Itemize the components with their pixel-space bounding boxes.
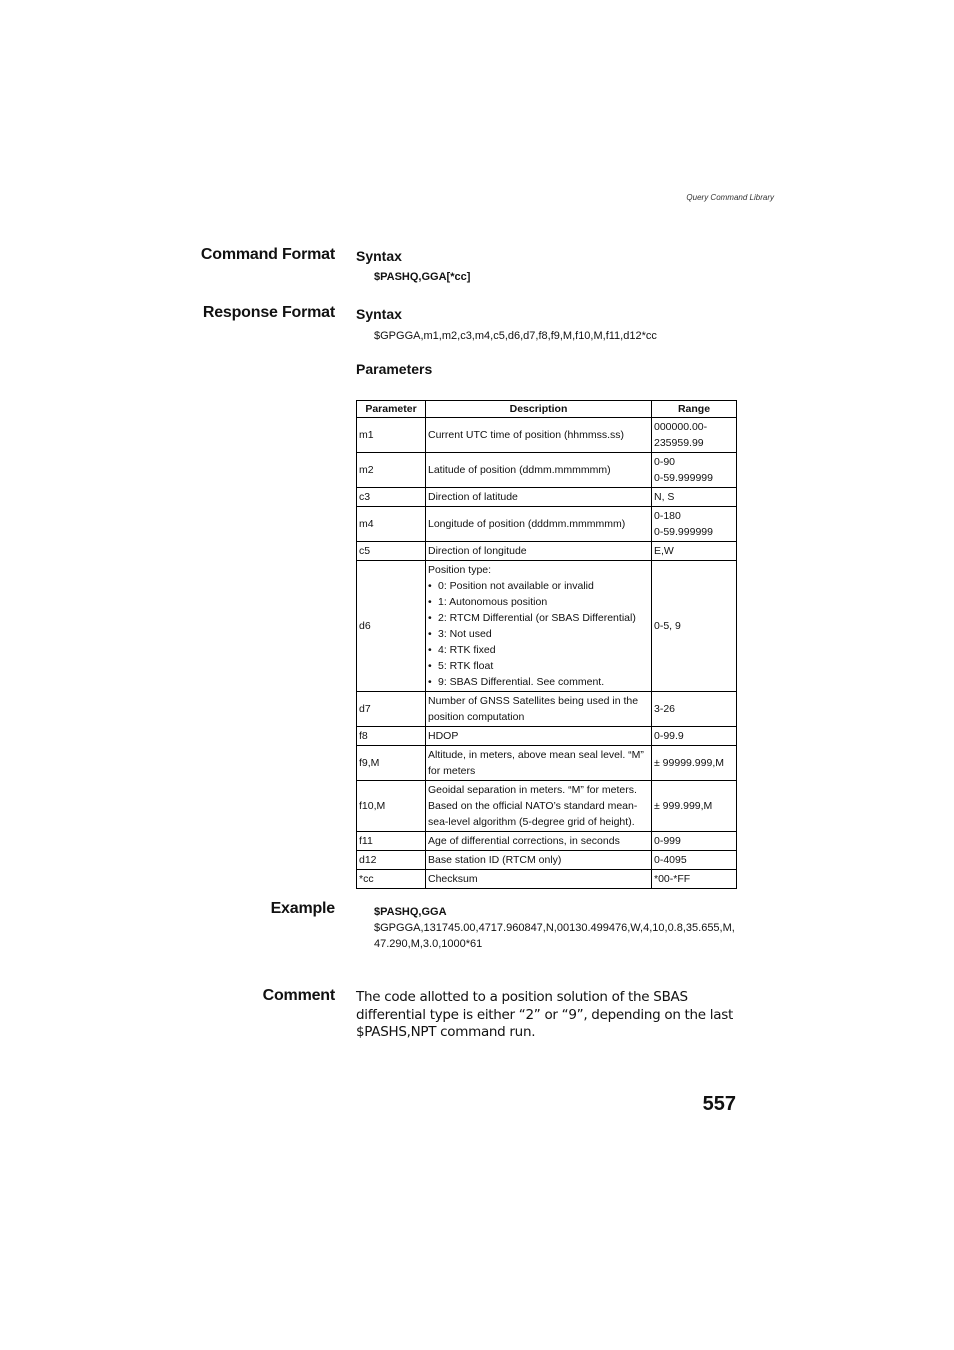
parameters-label: Parameters	[356, 361, 433, 377]
param-cell: c3	[357, 488, 426, 507]
param-cell: d7	[357, 692, 426, 727]
list-item: • 0: Position not available or invalid	[428, 578, 649, 594]
command-syntax-label: Syntax	[356, 248, 402, 264]
range-cell: 3-26	[652, 692, 737, 727]
desc-cell: Current UTC time of position (hhmmss.ss)	[426, 418, 652, 453]
table-header-row	[357, 401, 737, 418]
list-item: • 5: RTK float	[428, 658, 649, 674]
table-row	[357, 561, 737, 692]
response-format-heading: Response Format	[202, 304, 335, 321]
running-header: Query Command Library	[686, 193, 774, 202]
table-row	[357, 832, 737, 851]
table-row	[357, 488, 737, 507]
table-row	[357, 418, 737, 453]
range-cell: E,W	[652, 542, 737, 561]
param-cell: f9,M	[357, 746, 426, 781]
desc-cell: Altitude, in meters, above mean seal level. “M” for meters	[426, 746, 652, 781]
range-cell	[652, 453, 737, 488]
param-cell: f8	[357, 727, 426, 746]
example-response-line: 47.290,M,3.0,1000*61	[374, 938, 483, 950]
range-cell: N, S	[652, 488, 737, 507]
range-cell	[652, 507, 737, 542]
list-item: • 1: Autonomous position	[428, 594, 649, 610]
table-row	[357, 542, 737, 561]
desc-cell: Longitude of position (dddmm.mmmmmm)	[426, 507, 652, 542]
range-cell: ± 999.999,M	[652, 781, 737, 832]
table-row	[357, 453, 737, 488]
desc-cell: Base station ID (RTCM only)	[426, 851, 652, 870]
param-cell: f11	[357, 832, 426, 851]
param-cell: m4	[357, 507, 426, 542]
column-header-range: Range	[652, 401, 737, 418]
range-cell: 0-4095	[652, 851, 737, 870]
range-line: 0-180	[654, 510, 681, 522]
param-cell: c5	[357, 542, 426, 561]
range-cell: 0-99.9	[652, 727, 737, 746]
param-cell: d12	[357, 851, 426, 870]
table-row	[357, 781, 737, 832]
desc-cell: Direction of longitude	[426, 542, 652, 561]
position-type-list	[428, 578, 649, 690]
example-block	[374, 904, 734, 952]
range-line: 0-59.999999	[654, 526, 713, 538]
list-item: • 2: RTCM Differential (or SBAS Differential)	[428, 610, 649, 626]
list-item: • 9: SBAS Differential. See comment.	[428, 674, 649, 690]
range-cell: *00-*FF	[652, 870, 737, 889]
desc-cell: Number of GNSS Satellites being used in the position computation	[426, 692, 652, 727]
range-cell: ± 99999.999,M	[652, 746, 737, 781]
table-row	[357, 507, 737, 542]
response-syntax: $GPGGA,m1,m2,c3,m4,c5,d6,d7,f8,f9,M,f10,M,f11,d12*cc	[374, 330, 657, 342]
page-number: 557	[702, 1093, 736, 1115]
range-cell: 0-999	[652, 832, 737, 851]
list-item: • 3: Not used	[428, 626, 649, 642]
comment-heading: Comment	[262, 987, 335, 1004]
param-cell: m1	[357, 418, 426, 453]
parameters-table	[356, 400, 737, 889]
desc-cell: Latitude of position (ddmm.mmmmmm)	[426, 453, 652, 488]
example-command: $PASHQ,GGA	[374, 906, 447, 918]
list-item: • 4: RTK fixed	[428, 642, 649, 658]
example-heading: Example	[270, 900, 335, 917]
table-row	[357, 746, 737, 781]
param-cell: *cc	[357, 870, 426, 889]
desc-cell: Geoidal separation in meters. “M” for meters. Based on the official NATO’s standard mean-sea-level algorithm (5-degree grid of height).	[426, 781, 652, 832]
table-row	[357, 870, 737, 889]
param-cell: f10,M	[357, 781, 426, 832]
response-syntax-label: Syntax	[356, 306, 402, 322]
range-cell	[652, 418, 737, 453]
desc-cell	[426, 561, 652, 692]
desc-cell: Direction of latitude	[426, 488, 652, 507]
range-line: 0-90	[654, 456, 676, 468]
column-header-parameter: Parameter	[357, 401, 426, 418]
table-row	[357, 851, 737, 870]
table-row	[357, 692, 737, 727]
example-response-line: $GPGGA,131745.00,4717.960847,N,00130.499476,W,4,10,0.8,35.655,M,	[374, 922, 735, 934]
range-cell: 0-5, 9	[652, 561, 737, 692]
desc-cell: Age of differential corrections, in seconds	[426, 832, 652, 851]
table-row	[357, 727, 737, 746]
command-format-heading: Command Format	[200, 246, 335, 263]
comment-text: The code allotted to a position solution of the SBAS differential type is either “2” or “9”, depending on the last $PASHS,NPT command run.	[356, 989, 733, 1040]
param-cell: m2	[357, 453, 426, 488]
param-cell: d6	[357, 561, 426, 692]
column-header-description: Description	[426, 401, 652, 418]
desc-cell: HDOP	[426, 727, 652, 746]
desc-intro: Position type:	[428, 564, 492, 576]
range-line: 000000.00-	[654, 421, 708, 433]
range-line: 235959.99	[654, 437, 704, 449]
command-syntax: $PASHQ,GGA[*cc]	[374, 271, 471, 283]
range-line: 0-59.999999	[654, 472, 713, 484]
desc-cell: Checksum	[426, 870, 652, 889]
